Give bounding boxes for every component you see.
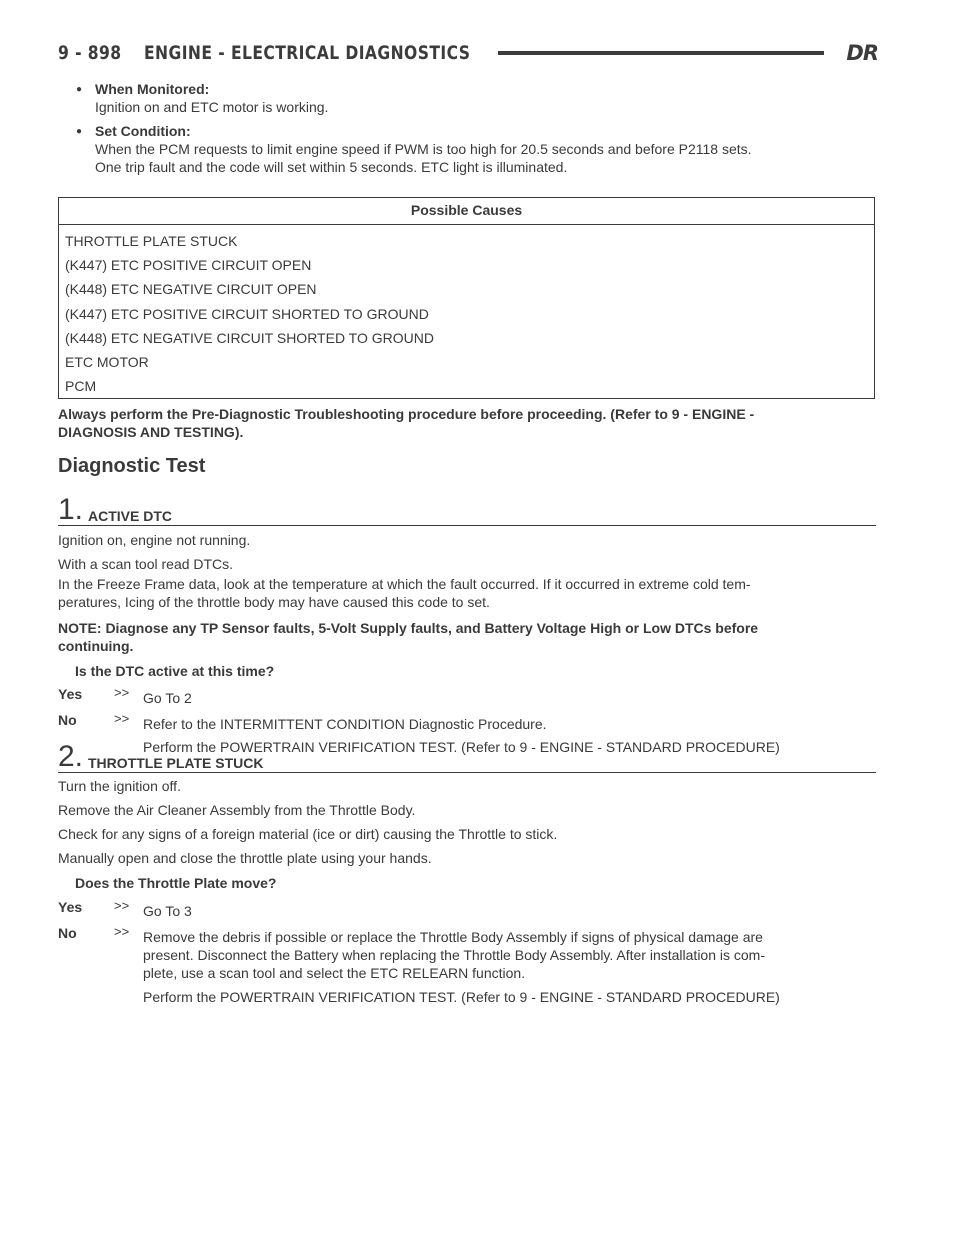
step-2-line: Manually open and close the throttle plate using your hands. <box>58 850 432 866</box>
step-2-header <box>58 742 876 773</box>
step-1-header <box>58 495 876 526</box>
bullet-icon: ● <box>76 126 83 137</box>
no-answer: Remove the debris if possible or replace the Throttle Body Assembly if signs of physical damage are <box>143 929 763 945</box>
cause-item: (K447) ETC POSITIVE CIRCUIT SHORTED TO GROUND <box>65 305 429 322</box>
arrow-icon: >> <box>114 685 130 700</box>
possible-causes-table <box>58 197 875 399</box>
no-label: No <box>58 925 77 941</box>
yes-answer: Go To 3 <box>143 903 192 919</box>
step-title: THROTTLE PLATE STUCK <box>88 755 264 771</box>
step-2-line: Check for any signs of a foreign material (ice or dirt) causing the Throttle to stick. <box>58 826 558 842</box>
cause-item: (K447) ETC POSITIVE CIRCUIT OPEN <box>65 257 312 274</box>
section-title: ENGINE - ELECTRICAL DIAGNOSTICS <box>144 42 471 64</box>
no-answer: plete, use a scan tool and select the ETC RELEARN function. <box>143 965 526 981</box>
step-1-note: continuing. <box>58 638 134 654</box>
step-1-line: peratures, Icing of the throttle body may have caused this code to set. <box>58 594 490 610</box>
step-1-line: In the Freeze Frame data, look at the temperature at which the fault occurred. If it occurred in extreme cold tem- <box>58 576 751 592</box>
no-answer: Perform the POWERTRAIN VERIFICATION TEST. (Refer to 9 - ENGINE - STANDARD PROCEDURE) <box>143 739 780 755</box>
step-number: 1. <box>58 493 84 526</box>
step-1-note: NOTE: Diagnose any TP Sensor faults, 5-Volt Supply faults, and Battery Voltage High or Low DTCs before <box>58 620 759 636</box>
page-number: 9 - 898 <box>58 42 122 64</box>
diagnostic-test-heading: Diagnostic Test <box>58 455 206 477</box>
step-2-line: Remove the Air Cleaner Assembly from the Throttle Body. <box>58 802 416 818</box>
set-condition-label: Set Condition: <box>95 123 191 139</box>
yes-label: Yes <box>58 899 83 915</box>
no-label: No <box>58 712 77 728</box>
step-2-question: Does the Throttle Plate move? <box>75 875 277 891</box>
cause-item: PCM <box>65 378 97 395</box>
step-2-line: Turn the ignition off. <box>58 778 181 794</box>
no-answer: Refer to the INTERMITTENT CONDITION Diagnostic Procedure. <box>143 716 547 732</box>
step-1-line: With a scan tool read DTCs. <box>58 556 234 572</box>
cause-item: THROTTLE PLATE STUCK <box>65 233 238 249</box>
cause-item: (K448) ETC NEGATIVE CIRCUIT OPEN <box>65 281 317 298</box>
monitored-text: Ignition on and ETC motor is working. <box>95 99 329 115</box>
header-rule <box>498 51 824 55</box>
model-logo: DR <box>846 41 878 65</box>
cause-item: (K448) ETC NEGATIVE CIRCUIT SHORTED TO GROUND <box>65 329 434 346</box>
no-answer: present. Disconnect the Battery when replacing the Throttle Body Assembly. After installation is com- <box>143 947 766 963</box>
step-number: 2. <box>58 740 84 773</box>
monitored-label: When Monitored: <box>95 81 210 97</box>
precaution-line: Always perform the Pre-Diagnostic Troubleshooting procedure before proceeding. (Refer to 9 - ENGINE - <box>58 406 755 422</box>
arrow-icon: >> <box>114 924 130 939</box>
precaution-line: DIAGNOSIS AND TESTING). <box>58 424 244 440</box>
step-title: ACTIVE DTC <box>88 508 172 524</box>
bullet-icon: ● <box>76 84 83 95</box>
arrow-icon: >> <box>114 711 130 726</box>
no-answer: Perform the POWERTRAIN VERIFICATION TEST. (Refer to 9 - ENGINE - STANDARD PROCEDURE) <box>143 989 780 1005</box>
set-condition-line: One trip fault and the code will set within 5 seconds. ETC light is illuminated. <box>95 159 568 175</box>
set-condition-line: When the PCM requests to limit engine speed if PWM is too high for 20.5 seconds and before P2118 sets. <box>95 141 752 157</box>
cause-item: ETC MOTOR <box>65 353 149 370</box>
step-1-question: Is the DTC active at this time? <box>75 663 275 679</box>
arrow-icon: >> <box>114 898 130 913</box>
yes-label: Yes <box>58 686 83 702</box>
yes-answer: Go To 2 <box>143 690 192 706</box>
possible-causes-heading: Possible Causes <box>59 198 874 225</box>
step-1-line: Ignition on, engine not running. <box>58 532 251 548</box>
page-header <box>58 40 878 66</box>
